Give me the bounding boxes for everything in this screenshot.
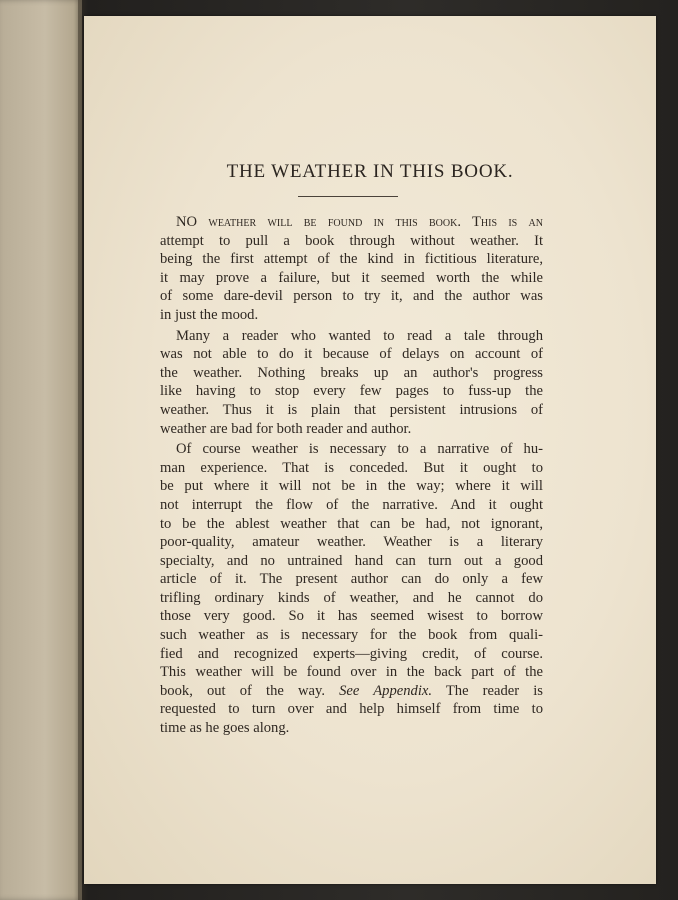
- appendix-line-suffix: The reader is: [432, 682, 543, 699]
- text-line: [160, 213, 543, 232]
- text-line: attempt to pull a book through without weather. It: [160, 232, 543, 249]
- text-line: it may prove a failure, but it seemed worth the while: [160, 269, 543, 286]
- text-line: the weather. Nothing breaks up an author's progress: [160, 364, 543, 381]
- text-line: requested to turn over and help himself from time to: [160, 701, 543, 718]
- text-line: trifling ordinary kinds of weather, and he cannot do: [160, 589, 543, 606]
- text-line: to be the ablest weather that can be had, not ignorant,: [160, 515, 543, 532]
- paragraph-3: [160, 440, 543, 738]
- text-line: weather are bad for both reader and author.: [160, 420, 412, 437]
- text-line: This weather will be found over in the back part of the: [160, 664, 543, 681]
- text-line: Of course weather is necessary to a narrative of hu-: [176, 441, 543, 458]
- page-title: THE WEATHER IN THIS BOOK.: [226, 161, 514, 182]
- appendix-reference: See Appendix.: [339, 682, 432, 699]
- text-line: being the first attempt of the kind in fictitious literature,: [160, 251, 543, 268]
- text-line: man experience. That is conceded. But it ought to: [160, 459, 543, 476]
- text-line: was not able to do it because of delays on account of: [160, 346, 543, 363]
- text-line: fied and recognized experts—giving credit, of course.: [160, 645, 543, 662]
- text-line: like having to stop every few pages to fuss-up the: [160, 383, 543, 400]
- paragraph-1: [160, 213, 543, 325]
- text-line: be put where it will not be in the way; where it will: [160, 478, 543, 495]
- title-rule: [298, 196, 398, 197]
- text-line-content: NO weather will be found in this book. This is an: [176, 214, 543, 230]
- text-line: those very good. So it has seemed wisest to borrow: [160, 608, 543, 625]
- text-line: of some dare-devil person to try it, and the author was: [160, 288, 543, 305]
- text-line: Many a reader who wanted to read a tale through: [176, 327, 543, 344]
- text-line: time as he goes along.: [160, 720, 290, 737]
- text-line: [160, 682, 543, 701]
- paragraph-2: [160, 327, 543, 439]
- text-line: poor-quality, amateur weather. Weather is a literary: [160, 534, 543, 551]
- text-line: not interrupt the flow of the narrative. And it ought: [160, 496, 543, 513]
- body-text: [160, 213, 543, 740]
- text-line: in just the mood.: [160, 306, 259, 323]
- facing-page-edge: [0, 0, 82, 900]
- appendix-line-prefix: book, out of the way.: [160, 682, 340, 699]
- text-line: such weather as is necessary for the book from quali-: [160, 627, 543, 644]
- text-line: specialty, and no untrained hand can turn out a good: [160, 552, 543, 569]
- text-line: article of it. The present author can do only a few: [160, 571, 543, 588]
- text-line: weather. Thus it is plain that persistent intrusions of: [160, 401, 543, 418]
- book-page: [84, 16, 656, 884]
